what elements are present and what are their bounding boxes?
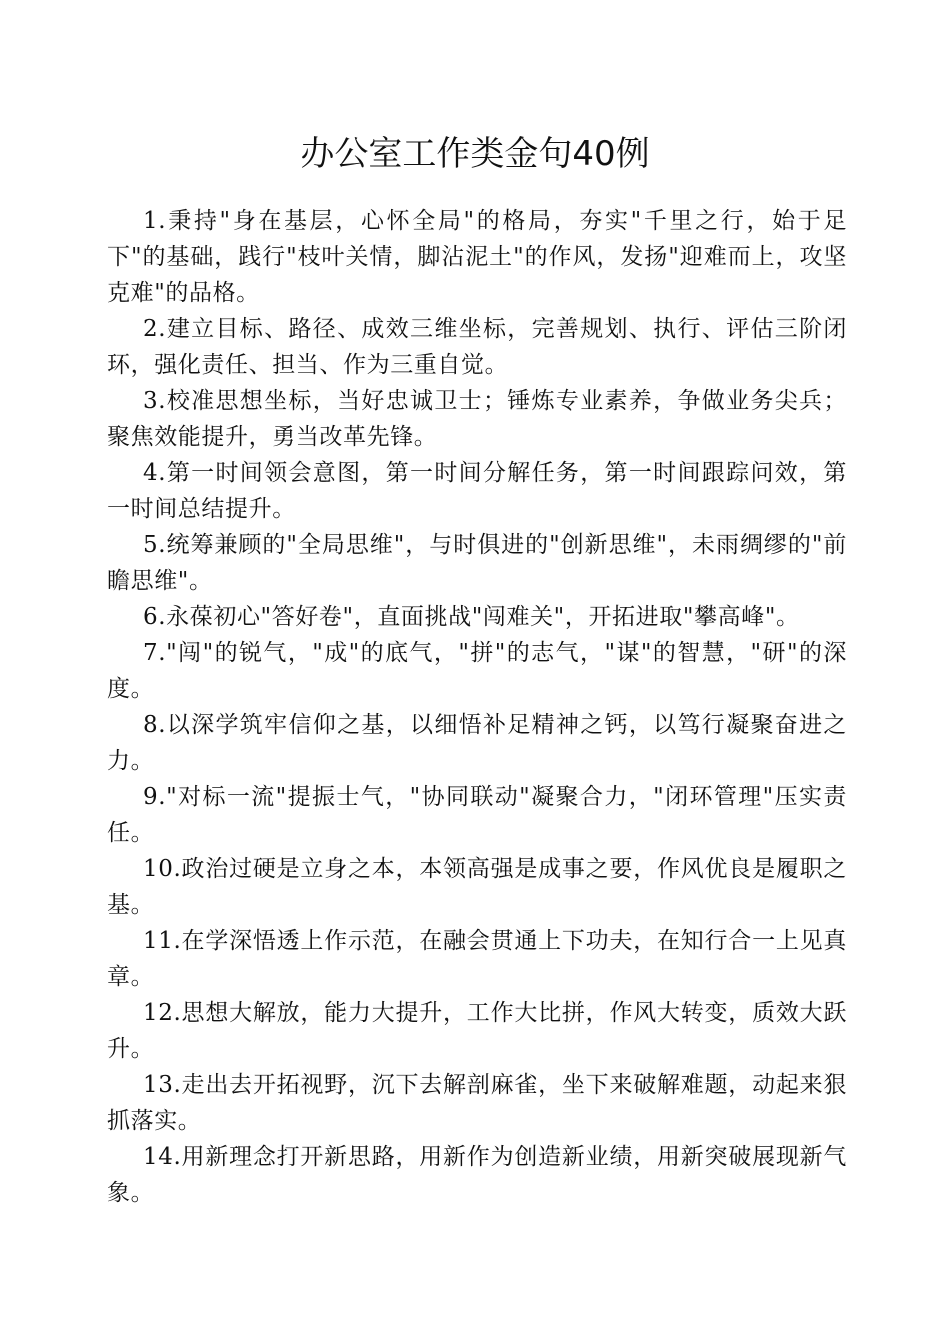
- list-item: 4.第一时间领会意图，第一时间分解任务，第一时间跟踪问效，第一时间总结提升。: [107, 460, 847, 522]
- list-item: 13.走出去开拓视野，沉下去解剖麻雀，坐下来破解难题，动起来狠抓落实。: [107, 1072, 847, 1134]
- list-item: 1.秉持"身在基层，心怀全局"的格局，夯实"千里之行，始于足下"的基础，践行"枝叶关情，脚沾泥土"的作风，发扬"迎难而上，攻坚克难"的品格。: [107, 208, 847, 306]
- list-item: 9."对标一流"提振士气，"协同联动"凝聚合力，"闭环管理"压实责任。: [107, 784, 847, 846]
- list-item: 11.在学深悟透上作示范，在融会贯通上下功夫，在知行合一上见真章。: [107, 928, 847, 990]
- list-item: 7."闯"的锐气，"成"的底气，"拼"的志气，"谋"的智慧，"研"的深度。: [107, 640, 847, 702]
- list-item: 6.永葆初心"答好卷"，直面挑战"闯难关"，开拓进取"攀高峰"。: [143, 604, 800, 630]
- list-item: 2.建立目标、路径、成效三维坐标，完善规划、执行、评估三阶闭环，强化责任、担当、作为三重自觉。: [107, 316, 847, 378]
- document-title: 办公室工作类金句40例: [300, 134, 650, 174]
- list-item: 14.用新理念打开新思路，用新作为创造新业绩，用新突破展现新气象。: [107, 1144, 847, 1206]
- list-item: 3.校准思想坐标，当好忠诚卫士；锤炼专业素养，争做业务尖兵；聚焦效能提升，勇当改革先锋。: [107, 388, 847, 450]
- list-item: 5.统筹兼顾的"全局思维"，与时俱进的"创新思维"，未雨绸缪的"前瞻思维"。: [107, 532, 847, 594]
- list-item: 8.以深学筑牢信仰之基，以细悟补足精神之钙，以笃行凝聚奋进之力。: [107, 712, 847, 774]
- document-body: [107, 203, 847, 1211]
- list-item: 10.政治过硬是立身之本，本领高强是成事之要，作风优良是履职之基。: [107, 856, 847, 918]
- list-item: 12.思想大解放，能力大提升，工作大比拼，作风大转变，质效大跃升。: [107, 1000, 847, 1062]
